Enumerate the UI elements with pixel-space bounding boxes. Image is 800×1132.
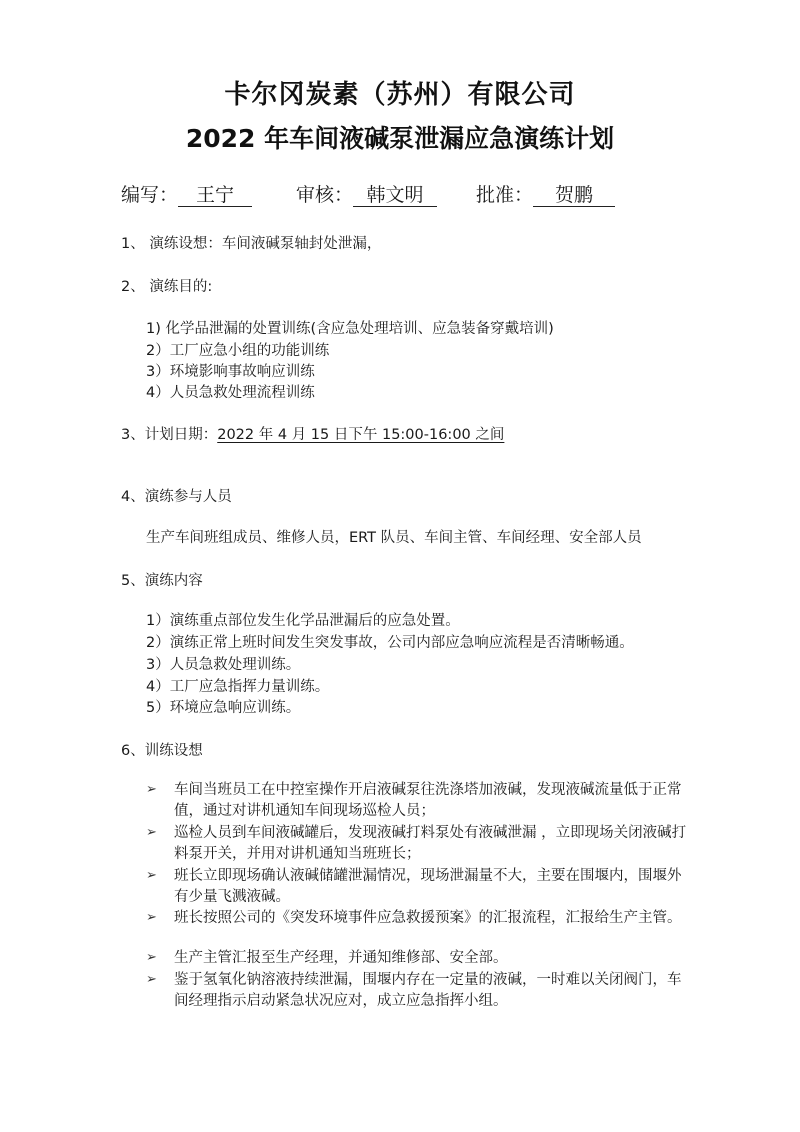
scenario-bullet: ➢ 车间当班员工在中控室操作开启液碱泵往洗涤塔加液碱，发现液碱流量低于正常值，通过对讲机通知车间现场巡检人员； [146,782,682,819]
section-4-heading: 4、演练参与人员 [121,489,232,505]
arrow-bullet-icon: ➢ [146,782,157,797]
editor-label: 编写： [121,184,179,206]
approver-signoff [476,180,615,207]
company-title: 卡尔冈炭素（苏州）有限公司 [224,80,576,110]
section-6-heading: 6、训练设想 [121,743,203,759]
scenario-bullet: ➢ 巡检人员到车间液碱罐后，发现液碱打料泵处有液碱泄漏 ，立即现场关闭液碱打料泵开关，并用对讲机通知当班班长； [146,825,687,862]
section-2-heading: 2、 演练目的: [121,279,213,295]
editor-name: 王宁 [178,184,252,207]
section-5-item: 4）工厂应急指挥力量训练。 [146,679,330,695]
arrow-bullet-icon: ➢ [146,910,157,925]
section-2-item: 3）环境影响事故响应训练 [146,364,315,380]
scenario-bullet: ➢ 生产主管汇报至生产经理，并通知维修部、安全部。 [146,948,706,969]
arrow-bullet-icon: ➢ [146,868,157,883]
arrow-bullet-icon: ➢ [146,972,157,987]
plan-date-value: 2022 年 4 月 15 日下午 15:00-16:00 之间 [217,427,505,443]
plan-title: 2022 年车间液碱泵泄漏应急演练计划 [185,124,615,153]
arrow-bullet-icon: ➢ [146,950,157,965]
reviewer-name: 韩文明 [353,184,437,207]
scenario-bullet: ➢ 班长立即现场确认液碱储罐泄漏情况，现场泄漏量不大，主要在围堰内，围堰外有少量飞溅液碱。 [146,868,682,905]
section-5-item: 3）人员急救处理训练。 [146,657,301,673]
section-1-heading: 1、 演练设想：车间液碱泵轴封处泄漏， [121,236,382,252]
section-5-heading: 5、演练内容 [121,573,203,589]
section-2-item: 4）人员急救处理流程训练 [146,385,315,401]
section-2-item: 2）工厂应急小组的功能训练 [146,343,330,359]
scenario-bullet: ➢ 班长按照公司的《突发环境事件应急救援预案》的汇报流程，汇报给生产主管。 [146,908,706,929]
scenario-bullet: ➢ 鉴于氢氧化钠溶液持续泄漏，围堰内存在一定量的液碱，一时难以关闭阀门，车间经理指示启动紧急状况应对，成立应急指挥小组。 [146,972,682,1009]
section-3-heading [121,425,504,445]
arrow-bullet-icon: ➢ [146,825,157,840]
approver-name: 贺鹏 [533,184,615,207]
participants-text: 生产车间班组成员、维修人员，ERT 队员、车间主管、车间经理、安全部人员 [146,530,642,546]
section-5-item: 1）演练重点部位发生化学品泄漏后的应急处置。 [146,613,460,629]
reviewer-label: 审核： [296,184,354,206]
editor-signoff [121,180,252,207]
section-2-item: 1) 化学品泄漏的处置训练(含应急处理培训、应急装备穿戴培训) [146,321,554,337]
plan-date-label: 3、计划日期： [121,427,218,443]
approver-label: 批准： [476,184,534,206]
reviewer-signoff [296,180,437,207]
section-5-item: 5）环境应急响应训练。 [146,700,301,716]
section-5-item: 2）演练正常上班时间发生突发事故，公司内部应急响应流程是否清晰畅通。 [146,635,634,651]
